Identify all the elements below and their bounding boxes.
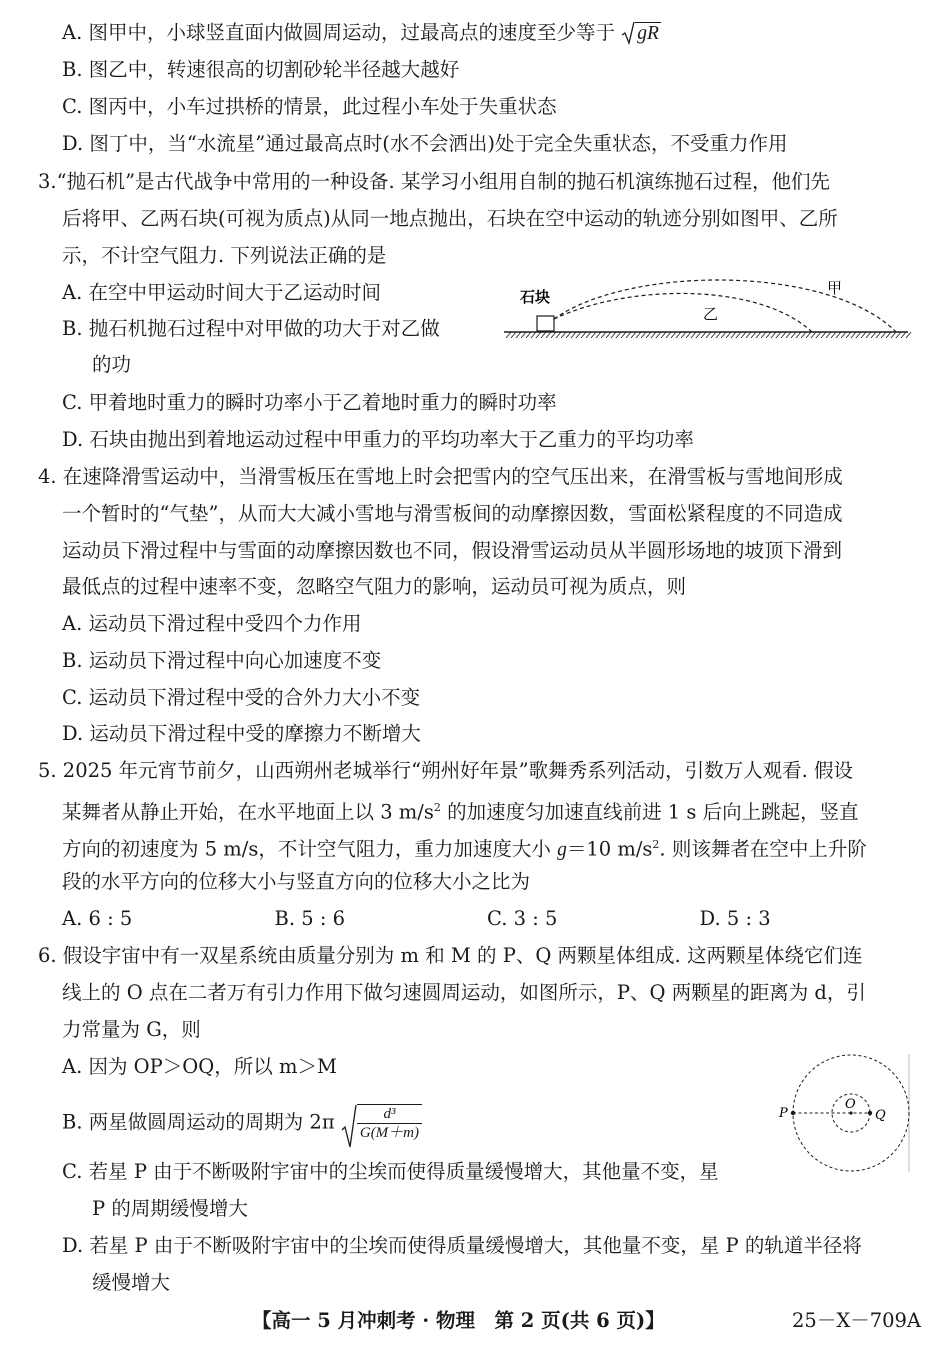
ground-hatch-line	[701, 332, 706, 338]
ground-hatch-line	[806, 332, 811, 338]
q6-stem-line3: 力常量为 G，则	[62, 1018, 201, 1041]
q5-stem-line2-part2: 的加速度匀加速直线前进 1 s 后向上跳起，竖直	[440, 800, 859, 824]
ground-hatch-line	[571, 332, 576, 338]
ground-hatch-line	[646, 332, 651, 338]
ground-hatch-line	[901, 332, 906, 338]
q3-option-a: A. 在空中甲运动时间大于乙运动时间	[62, 281, 381, 304]
ground-hatch-line	[611, 332, 616, 338]
ground-hatch-line	[886, 332, 891, 338]
q6-option-d-line1: D. 若星 P 由于不断吸附宇宙中的尘埃而使得质量缓慢增大，其他量不变，星 P 的轨道半径将	[62, 1234, 862, 1257]
q3-option-c: C. 甲着地时重力的瞬时功率小于乙着地时重力的瞬时功率	[62, 391, 557, 414]
ground-hatch-line	[906, 332, 911, 338]
q3-option-b-line1: B. 抛石机抛石过程中对甲做的功大于对乙做	[62, 317, 440, 340]
q5-option-d: D. 5 : 3	[699, 907, 771, 930]
ground-hatch-line	[516, 332, 521, 338]
ground-hatch-line	[551, 332, 556, 338]
q6-star-q	[868, 1111, 872, 1115]
q4-option-d: D. 运动员下滑过程中受的摩擦力不断增大	[62, 722, 421, 745]
q6-stem-line1: 6. 假设宇宙中有一双星系统由质量分别为 m 和 M 的 P、Q 两颗星体组成. 这两颗星体绕它们连	[38, 944, 863, 967]
q3-fig-label-stone: 石块	[520, 288, 551, 306]
ground-hatch-line	[796, 332, 801, 338]
ground-hatch-line	[836, 332, 841, 338]
q3-stem-line1: 3.“抛石机”是古代战争中常用的一种设备. 某学习小组用自制的抛石机演练抛石过程，他们先	[38, 170, 830, 193]
q5-option-c: C. 3 : 5	[487, 907, 558, 930]
q5-stem-line3-part1: 方向的初速度为 5 m/s，不计空气阻力，重力加速度大小	[62, 837, 558, 861]
sqrt-sign-large	[341, 1104, 357, 1148]
ground-hatch-line	[726, 332, 731, 338]
q2-option-b: B. 图乙中，转速很高的切割砂轮半径越大越好	[62, 58, 460, 81]
ground-hatch-line	[741, 332, 746, 338]
q5-stem-line1: 5. 2025 年元宵节前夕，山西朔州老城举行“朔州好年景”歌舞秀系列活动，引数万人观看. 假设	[38, 759, 853, 782]
q3-trajectory-jia	[554, 280, 896, 332]
ground-hatch-line	[846, 332, 851, 338]
ground-hatch-line	[881, 332, 886, 338]
ground-hatch-line	[581, 332, 586, 338]
ground-hatch-line	[766, 332, 771, 338]
q2-option-a-text: A. 图甲中，小球竖直面内做圆周运动，过最高点的速度至少等于	[62, 21, 615, 44]
q3-fig-label-jia: 甲	[827, 279, 843, 297]
ground-hatch-line	[651, 332, 656, 338]
ground-hatch-line	[841, 332, 846, 338]
ground-hatch-line	[811, 332, 816, 338]
q5-superscript: 2	[433, 801, 441, 814]
ground-hatch-line	[706, 332, 711, 338]
q2-option-a	[62, 20, 661, 47]
q6-option-c-line1: C. 若星 P 由于不断吸附宇宙中的尘埃而使得质量缓慢增大，其他量不变，星	[62, 1160, 719, 1183]
ground-hatch-line	[536, 332, 541, 338]
q5-symbol-g: g	[557, 839, 567, 861]
ground-hatch-line	[626, 332, 631, 338]
ground-hatch-line	[776, 332, 781, 338]
footer-code: 25－X－709A	[792, 1309, 921, 1332]
q6-option-c-line2: P 的周期缓慢增大	[92, 1197, 248, 1220]
ground-hatch-line	[831, 332, 836, 338]
q5-stem-line3-part3: . 则该舞者在空中上升阶	[659, 837, 867, 861]
q5-option-b: B. 5 : 6	[274, 907, 346, 930]
ground-hatch-line	[576, 332, 581, 338]
ground-hatch-line	[561, 332, 566, 338]
ground-hatch-line	[661, 332, 666, 338]
q4-option-b: B. 运动员下滑过程中向心加速度不变	[62, 649, 382, 672]
ground-hatch-line	[636, 332, 641, 338]
ground-hatch-line	[786, 332, 791, 338]
ground-hatch-line	[541, 332, 546, 338]
q5-superscript: 2	[652, 838, 660, 851]
ground-hatch-line	[696, 332, 701, 338]
q4-option-c: C. 运动员下滑过程中受的合外力大小不变	[62, 686, 421, 709]
ground-hatch-line	[821, 332, 826, 338]
ground-hatch-line	[781, 332, 786, 338]
q4-option-a: A. 运动员下滑过程中受四个力作用	[62, 612, 362, 635]
q2-option-c: C. 图丙中，小车过拱桥的情景，此过程小车处于失重状态	[62, 95, 557, 118]
ground-hatch-line	[771, 332, 776, 338]
sqrt-fraction	[341, 1104, 422, 1142]
ground-hatch-line	[861, 332, 866, 338]
q3-ground-hatch	[506, 332, 911, 338]
ground-hatch-line	[586, 332, 591, 338]
ground-hatch-line	[851, 332, 856, 338]
ground-hatch-line	[641, 332, 646, 338]
q3-stone-box	[537, 316, 554, 331]
ground-hatch-line	[716, 332, 721, 338]
q5-option-a: A. 6 : 5	[62, 907, 133, 930]
q6-stem-line2: 线上的 O 点在二者万有引力作用下做匀速圆周运动，如图所示，P、Q 两颗星的距离为 d，引	[62, 981, 866, 1004]
fraction-numerator: d³	[357, 1105, 422, 1124]
ground-hatch-line	[656, 332, 661, 338]
q6-label-p: P	[779, 1106, 788, 1121]
q6-binary-star-figure	[774, 1050, 914, 1175]
ground-hatch-line	[566, 332, 571, 338]
ground-hatch-line	[671, 332, 676, 338]
q4-stem-line1: 4. 在速降滑雪运动中，当滑雪板压在雪地上时会把雪内的空气压出来，在滑雪板与雪地间形成	[38, 465, 843, 488]
ground-hatch-line	[756, 332, 761, 338]
q4-stem-line4: 最低点的过程中速率不变，忽略空气阻力的影响，运动员可视为质点，则	[62, 575, 687, 598]
ground-hatch-line	[896, 332, 901, 338]
ground-hatch-line	[876, 332, 881, 338]
ground-hatch-line	[526, 332, 531, 338]
q5-stem-line3	[62, 832, 867, 864]
q5-stem-line2-part1: 某舞者从静止开始，在水平地面上以 3 m/s	[62, 800, 434, 824]
ground-hatch-line	[826, 332, 831, 338]
q3-option-d: D. 石块由抛出到着地运动过程中甲重力的平均功率大于乙重力的平均功率	[62, 428, 694, 451]
q6-option-b-text: B. 两星做圆周运动的周期为 2π	[62, 1110, 335, 1134]
ground-hatch-line	[606, 332, 611, 338]
q6-label-q: Q	[875, 1108, 886, 1123]
ground-hatch-line	[506, 332, 511, 338]
ground-hatch-line	[791, 332, 796, 338]
q5-stem-line3-part2: ＝10 m/s	[566, 837, 653, 861]
q3-option-b-line2: 的功	[92, 353, 132, 376]
ground-hatch-line	[761, 332, 766, 338]
q2-option-d: D. 图丁中，当“水流星”通过最高点时(水不会洒出)处于完全失重状态，不受重力作用	[62, 132, 788, 155]
ground-hatch-line	[866, 332, 871, 338]
ground-hatch-line	[676, 332, 681, 338]
footer-page-info: 【高一 5 月冲刺考 · 物理 第 2 页(共 6 页)】	[252, 1309, 665, 1332]
q4-stem-line3: 运动员下滑过程中与雪面的动摩擦因数也不同，假设滑雪运动员从半圆形场地的坡顶下滑到	[62, 539, 843, 562]
ground-hatch-line	[631, 332, 636, 338]
ground-hatch-line	[731, 332, 736, 338]
ground-hatch-line	[531, 332, 536, 338]
q5-options	[62, 906, 912, 932]
q5-stem-line2	[62, 795, 859, 826]
ground-hatch-line	[591, 332, 596, 338]
ground-hatch-line	[736, 332, 741, 338]
sqrt-content: gR	[637, 23, 659, 44]
q3-stem-line2: 后将甲、乙两石块(可视为质点)从同一地点抛出，石块在空中运动的轨迹分别如图甲、乙所	[62, 207, 838, 230]
ground-hatch-line	[751, 332, 756, 338]
ground-hatch-line	[666, 332, 671, 338]
ground-hatch-line	[816, 332, 821, 338]
ground-hatch-line	[891, 332, 896, 338]
q5-stem-line4: 段的水平方向的位移大小与竖直方向的位移大小之比为	[62, 870, 531, 893]
fraction	[357, 1104, 422, 1142]
ground-hatch-line	[621, 332, 626, 338]
ground-hatch-line	[521, 332, 526, 338]
q4-stem-line2: 一个暂时的“气垫”，从而大大减小雪地与滑雪板间的动摩擦因数，雪面松紧程度的不同造成	[62, 502, 843, 525]
ground-hatch-line	[871, 332, 876, 338]
sqrt-sign	[621, 21, 635, 45]
q6-option-d-line2: 缓慢增大	[92, 1271, 171, 1294]
ground-hatch-line	[801, 332, 806, 338]
ground-hatch-line	[681, 332, 686, 338]
fraction-denominator: G(M＋m)	[359, 1125, 420, 1141]
q3-fig-label-yi: 乙	[703, 305, 719, 323]
sqrt-formula	[621, 20, 661, 47]
ground-hatch-line	[721, 332, 726, 338]
q6-option-b	[62, 1104, 422, 1142]
ground-hatch-line	[856, 332, 861, 338]
ground-hatch-line	[686, 332, 691, 338]
ground-hatch-line	[711, 332, 716, 338]
ground-hatch-line	[511, 332, 516, 338]
ground-hatch-line	[616, 332, 621, 338]
ground-hatch-line	[601, 332, 606, 338]
ground-hatch-line	[691, 332, 696, 338]
q3-trajectory-figure	[500, 275, 912, 350]
ground-hatch-line	[746, 332, 751, 338]
q3-stem-line3: 示，不计空气阻力. 下列说法正确的是	[62, 244, 387, 267]
ground-hatch-line	[546, 332, 551, 338]
ground-hatch-line	[596, 332, 601, 338]
q6-label-o: O	[845, 1097, 856, 1112]
q6-option-a: A. 因为 OP＞OQ，所以 m＞M	[62, 1055, 337, 1078]
q6-star-p	[791, 1111, 795, 1115]
ground-hatch-line	[556, 332, 561, 338]
